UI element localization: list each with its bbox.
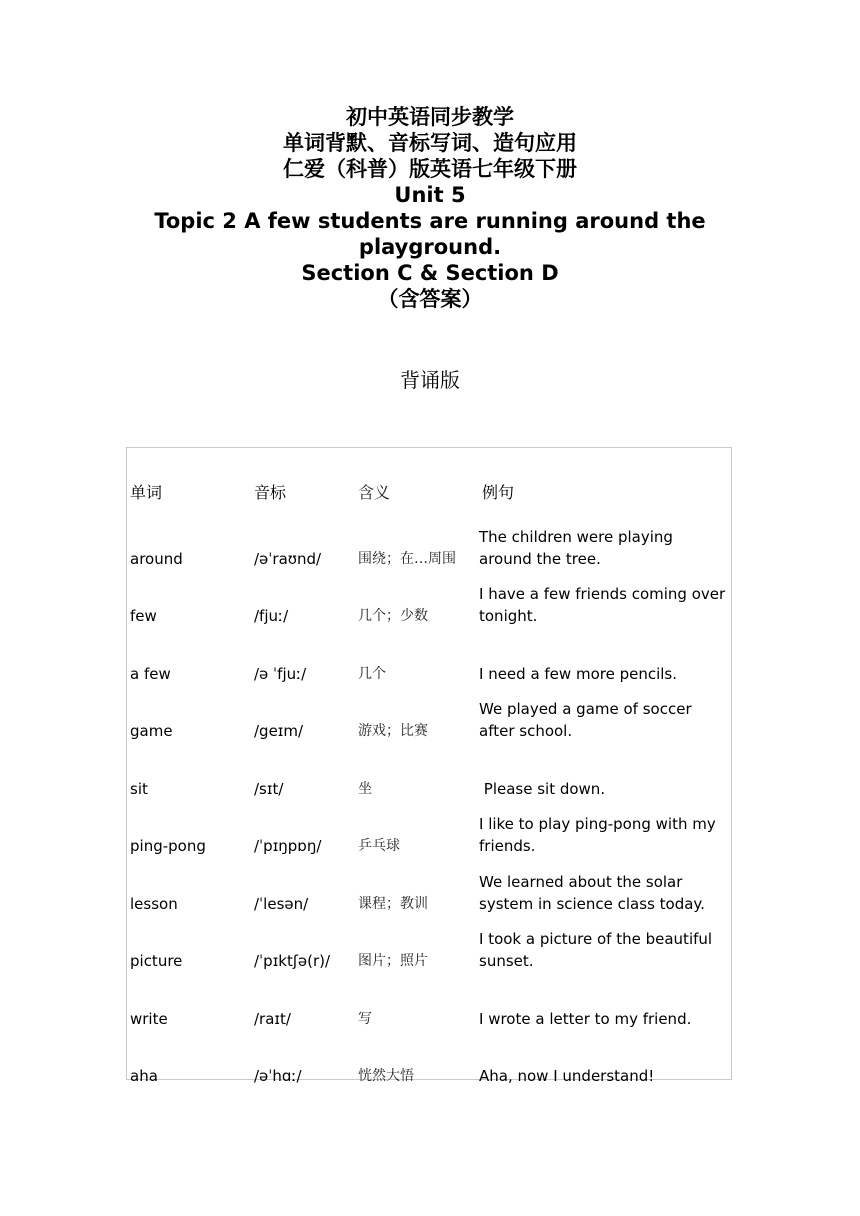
ipa-cell: /raɪt/	[254, 1010, 291, 1028]
meaning-cell: 课程；教训	[358, 896, 428, 912]
example-cell: I wrote a letter to my friend.	[479, 1010, 692, 1028]
table-row	[127, 1031, 733, 1088]
word-cell: lesson	[130, 895, 178, 913]
ipa-cell: /fjuː/	[254, 607, 289, 625]
header-word: 单词	[130, 483, 163, 502]
document-title	[0, 104, 860, 312]
ipa-cell: /geɪm/	[254, 722, 304, 740]
title-line-8: （含答案）	[377, 287, 483, 311]
title-line-3: 仁爱（科普）版英语七年级下册	[283, 157, 577, 181]
ipa-cell: /əˈraʊnd/	[254, 550, 322, 568]
word-cell: around	[130, 550, 183, 568]
word-cell: aha	[130, 1067, 158, 1085]
table-row	[127, 629, 733, 686]
meaning-cell: 游戏；比赛	[358, 723, 428, 739]
ipa-cell: /sɪt/	[254, 780, 284, 798]
word-cell: sit	[130, 780, 148, 798]
word-cell: write	[130, 1010, 168, 1028]
table-row	[127, 916, 733, 973]
title-line-4: Unit 5	[394, 183, 466, 207]
table-row	[127, 686, 733, 743]
table-row	[127, 974, 733, 1031]
title-line-7: Section C & Section D	[301, 261, 559, 285]
table-row	[127, 744, 733, 801]
example-cell: I like to play ping-pong with my friends.	[479, 815, 716, 855]
section-subtitle: 背诵版	[400, 368, 460, 392]
table-row	[127, 801, 733, 858]
word-cell: a few	[130, 665, 171, 683]
meaning-cell: 坐	[358, 781, 372, 797]
table-header-row	[127, 448, 733, 505]
meaning-cell: 写	[358, 1011, 372, 1027]
word-cell: game	[130, 722, 173, 740]
ipa-cell: /ˈlesən/	[254, 895, 309, 913]
word-cell: picture	[130, 952, 183, 970]
title-line-2: 单词背默、音标写词、造句应用	[283, 131, 577, 155]
word-cell: ping-pong	[130, 837, 206, 855]
ipa-cell: /əˈhɑː/	[254, 1067, 302, 1085]
example-cell: We learned about the solar system in science class today.	[479, 873, 705, 913]
example-cell: Please sit down.	[479, 780, 606, 798]
word-cell: few	[130, 607, 157, 625]
example-cell: I have a few friends coming over tonight.	[479, 585, 726, 625]
example-cell: I took a picture of the beautiful sunset.	[479, 930, 713, 970]
table-row	[127, 859, 733, 916]
vocabulary-table	[126, 447, 732, 1085]
meaning-cell: 恍然大悟	[358, 1068, 414, 1084]
ipa-cell: /ˈpɪktʃə(r)/	[254, 952, 331, 970]
example-cell: The children were playing around the tree.	[479, 528, 673, 568]
ipa-cell: /ə ˈfjuː/	[254, 665, 307, 683]
header-example: 例句	[482, 483, 515, 502]
header-meaning: 含义	[358, 483, 391, 502]
example-cell: Aha, now I understand!	[479, 1067, 655, 1085]
header-ipa: 音标	[254, 483, 287, 502]
table-row	[127, 571, 733, 628]
title-line-5: Topic 2 A few students are running around the	[154, 209, 706, 233]
title-line-1: 初中英语同步教学	[346, 105, 514, 129]
meaning-cell: 几个	[358, 666, 386, 682]
table-row	[127, 514, 733, 571]
example-cell: We played a game of soccer after school.	[479, 700, 692, 740]
meaning-cell: 乒乓球	[358, 838, 400, 854]
ipa-cell: /ˈpɪŋpɒŋ/	[254, 837, 322, 855]
meaning-cell: 几个；少数	[358, 608, 428, 624]
title-line-6: playground.	[358, 235, 502, 259]
meaning-cell: 围绕；在…周围	[358, 551, 456, 567]
example-cell: I need a few more pencils.	[479, 665, 677, 683]
meaning-cell: 图片；照片	[358, 953, 428, 969]
